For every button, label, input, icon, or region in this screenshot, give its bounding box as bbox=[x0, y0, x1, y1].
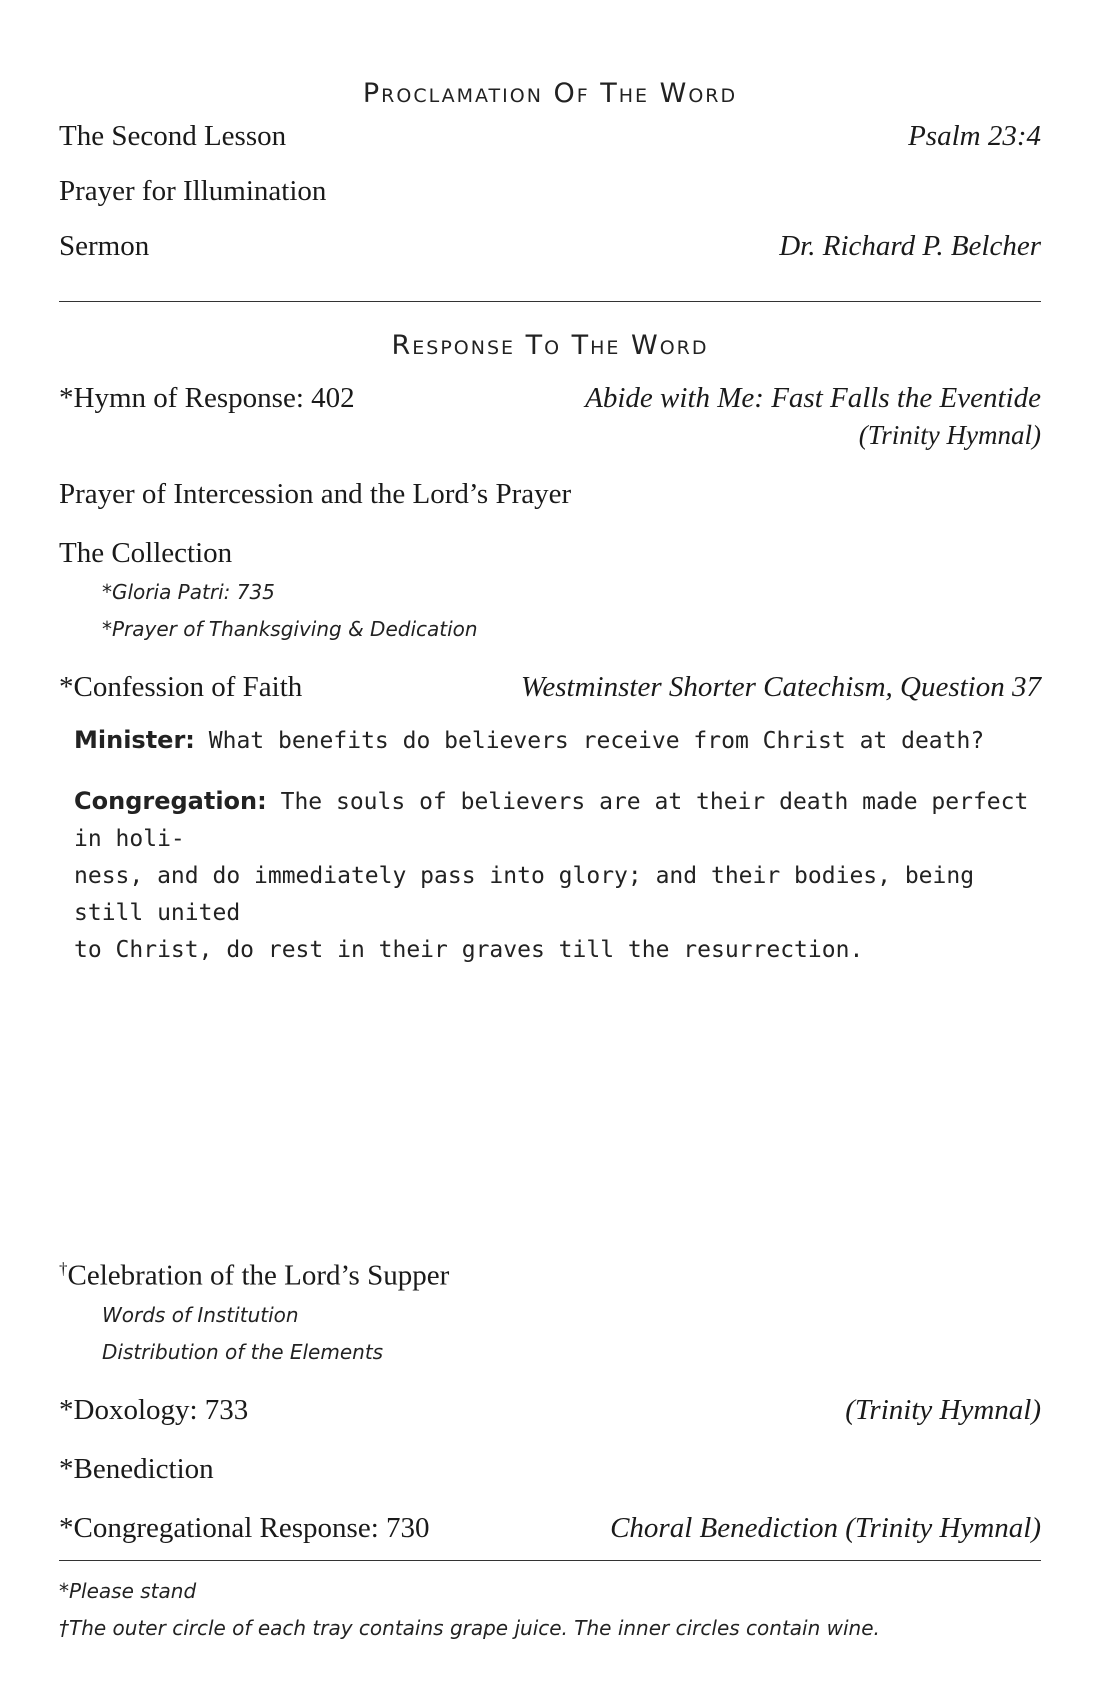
congregation-paragraph bbox=[74, 783, 1040, 969]
congregation-text: The souls of believers are at their death made perfect in holi- bbox=[74, 789, 1029, 852]
confession-reference: Westminster Shorter Catechism, Question 37 bbox=[520, 671, 1041, 703]
minister-label: Minister: bbox=[74, 726, 195, 754]
hymn-label: *Hymn of Response: 402 bbox=[59, 382, 355, 414]
congregational-response-label: *Congregational Response: 730 bbox=[59, 1512, 430, 1544]
congregation-line-1 bbox=[74, 783, 1040, 858]
collection-label: The Collection bbox=[59, 537, 233, 569]
confession-label: *Confession of Faith bbox=[59, 671, 303, 703]
congregation-line-3: to Christ, do rest in their graves till the resurrection. bbox=[74, 937, 864, 963]
sermon-speaker: Dr. Richard P. Belcher bbox=[779, 230, 1041, 262]
thanksgiving-prayer-sub: *Prayer of Thanksgiving & Dedication bbox=[102, 617, 478, 641]
distribution-elements-sub: Distribution of the Elements bbox=[102, 1340, 384, 1364]
doxology-label: *Doxology: 733 bbox=[59, 1394, 249, 1426]
congregation-label: Congregation: bbox=[74, 787, 267, 815]
sermon-label: Sermon bbox=[59, 230, 150, 262]
prayer-illumination-label: Prayer for Illumination bbox=[59, 175, 327, 207]
doxology-source: (Trinity Hymnal) bbox=[845, 1394, 1041, 1426]
gloria-patri-sub: *Gloria Patri: 735 bbox=[102, 580, 275, 604]
section-heading-proclamation: Proclamation Of The Word bbox=[362, 78, 738, 109]
dagger-mark: † bbox=[59, 1259, 68, 1278]
second-lesson-label: The Second Lesson bbox=[59, 120, 287, 152]
second-lesson-reference: Psalm 23:4 bbox=[908, 120, 1041, 152]
congregational-response-title: Choral Benediction (Trinity Hymnal) bbox=[610, 1512, 1041, 1544]
intercession-label: Prayer of Intercession and the Lord’s Prayer bbox=[59, 478, 572, 510]
hymn-title: Abide with Me: Fast Falls the Eventide bbox=[585, 382, 1041, 414]
benediction-label: *Benediction bbox=[59, 1453, 214, 1485]
footnote-divider bbox=[59, 1560, 1041, 1561]
footnote-tray: †The outer circle of each tray contains grape juice. The inner circles contain wine. bbox=[59, 1616, 880, 1640]
section-divider bbox=[59, 301, 1041, 302]
minister-line bbox=[74, 722, 1040, 760]
congregation-line-2: ness, and do immediately pass into glory; and their bodies, being still united bbox=[74, 863, 975, 926]
hymn-source: (Trinity Hymnal) bbox=[858, 420, 1041, 450]
footnote-please-stand: *Please stand bbox=[59, 1579, 197, 1603]
lords-supper-label: Celebration of the Lord’s Supper bbox=[67, 1259, 450, 1292]
words-of-institution-sub: Words of Institution bbox=[102, 1303, 299, 1327]
minister-text: What benefits do believers receive from Christ at death? bbox=[208, 728, 985, 754]
section-heading-response: Response To The Word bbox=[391, 330, 709, 361]
